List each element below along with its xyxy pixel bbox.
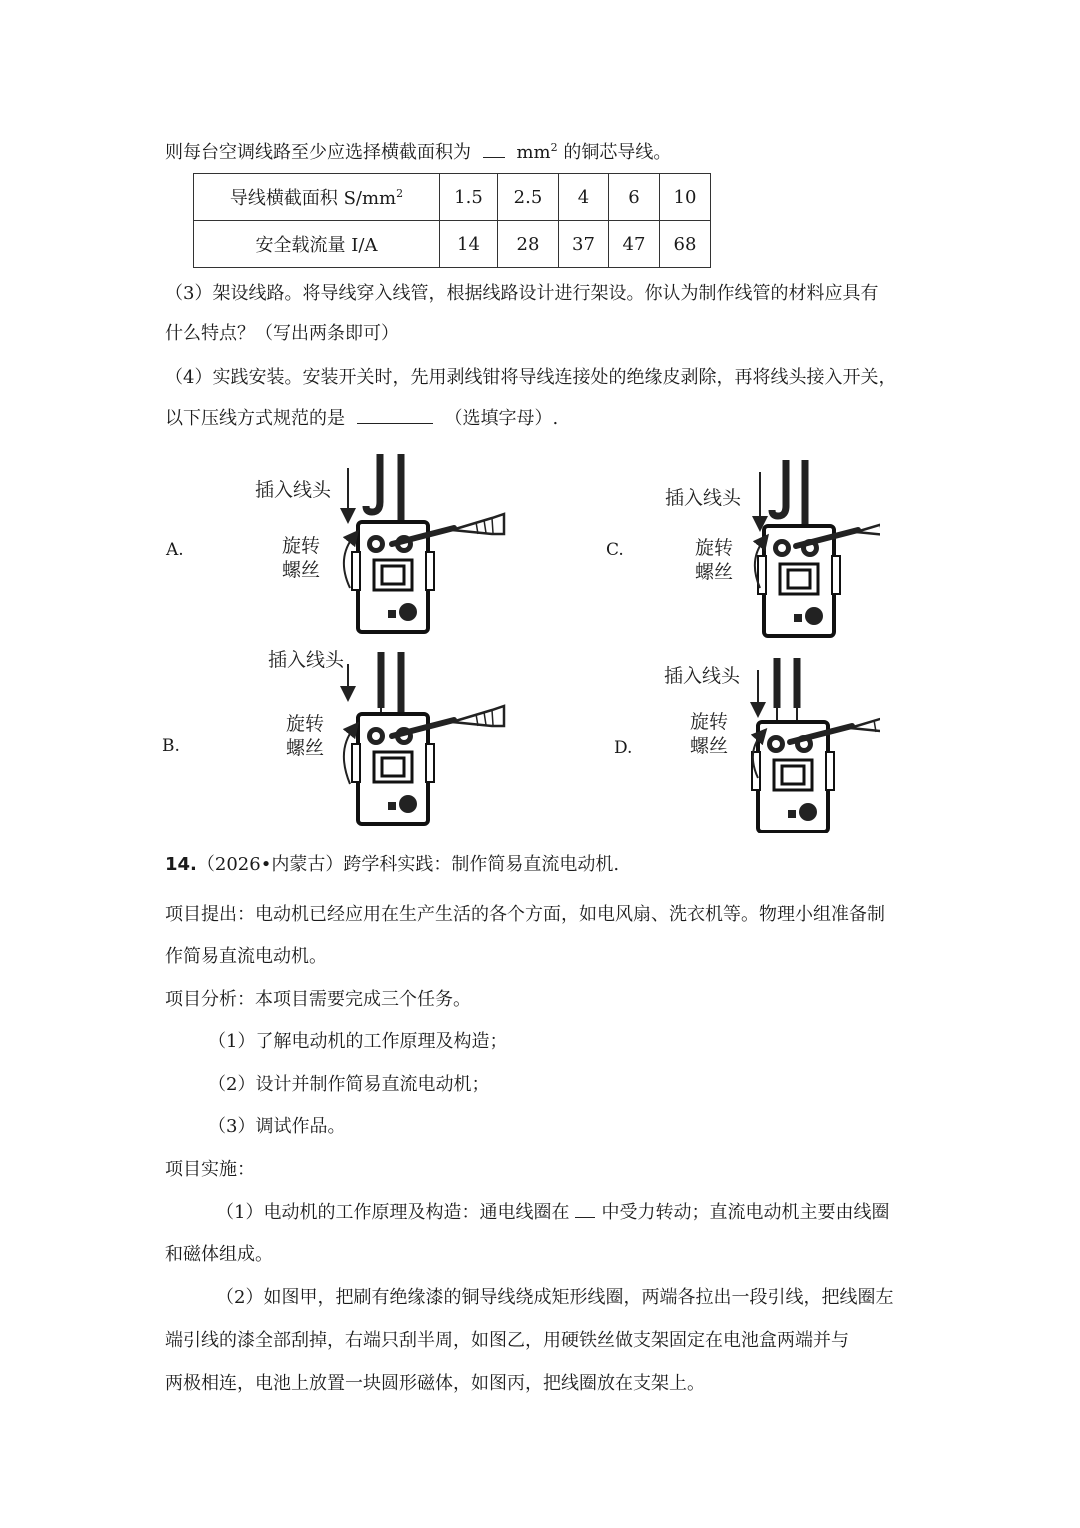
table-cell: 2.5 xyxy=(498,174,559,221)
figure-illustration xyxy=(160,448,880,833)
rotate-label-c-2: 螺丝 xyxy=(695,561,734,583)
table-cell: 28 xyxy=(498,221,559,268)
answer-blank-field[interactable] xyxy=(575,1217,595,1218)
table-cell: 14 xyxy=(440,221,498,268)
q14-implementation: 项目实施： xyxy=(165,1159,255,1180)
rotate-label-a-1: 旋转 xyxy=(282,535,321,557)
q14-proposal-1: 项目提出：电动机已经应用在生产生活的各个方面，如电风扇、洗衣机等。物理小组准备制 xyxy=(165,904,885,925)
option-c-illustration xyxy=(755,460,880,636)
option-d-label: D. xyxy=(614,738,633,758)
q14-header: （2026•内蒙古）跨学科实践：制作简易直流电动机. xyxy=(196,854,620,875)
table-header-cell xyxy=(194,174,440,221)
q14-header-line xyxy=(165,853,619,877)
q14-step2-line2: 端引线的漆全部刮掉，右端只刮半周，如图乙，用硬铁丝做支架固定在电池盒两端并与 xyxy=(165,1330,849,1351)
q4-line1: （4）实践安装。安装开关时，先用剥线钳将导线连接处的绝缘皮剥除，再将线头接入开关， xyxy=(165,367,897,388)
intro-unit-sup: 2 xyxy=(550,141,558,154)
q14-step2-line3: 两极相连，电池上放置一块圆形磁体，如图丙，把线圈放在支架上。 xyxy=(165,1373,705,1394)
table-cell: 1.5 xyxy=(440,174,498,221)
step1-prefix: （1）电动机的工作原理及构造：通电线圈在 xyxy=(216,1202,570,1223)
table-cell: 10 xyxy=(660,174,711,221)
q14-step1-line1 xyxy=(216,1201,889,1225)
option-c-label: C. xyxy=(606,540,624,560)
q4-suffix: （选填字母）. xyxy=(444,408,559,429)
insert-label-d: 插入线头 xyxy=(664,665,741,687)
q14-step1-line2: 和磁体组成。 xyxy=(165,1244,273,1265)
intro-line xyxy=(165,141,671,165)
rotate-label-c-1: 旋转 xyxy=(695,537,734,559)
option-b-label: B. xyxy=(162,736,180,756)
q14-task-1: （1）了解电动机的工作原理及构造； xyxy=(208,1031,508,1052)
q4-prefix: 以下压线方式规范的是 xyxy=(165,408,345,429)
q14-proposal-2: 作简易直流电动机。 xyxy=(165,946,327,967)
rotate-label-a-2: 螺丝 xyxy=(282,559,321,581)
option-d-illustration xyxy=(752,658,880,832)
option-a-illustration xyxy=(344,454,504,632)
table-cell: 6 xyxy=(609,174,660,221)
q3-line2: 什么特点？（写出两条即可） xyxy=(165,323,399,344)
insert-label-c: 插入线头 xyxy=(665,487,742,509)
table-cell: 4 xyxy=(559,174,609,221)
answer-blank-area[interactable] xyxy=(483,157,505,158)
q3-line1: （3）架设线路。将导线穿入线管，根据线路设计进行架设。你认为制作线管的材料应具有 xyxy=(165,283,879,304)
table-row xyxy=(194,174,711,221)
row1-sup: 2 xyxy=(396,187,404,200)
insert-label-a: 插入线头 xyxy=(255,479,332,501)
wire-table xyxy=(193,173,711,268)
table-row xyxy=(194,221,711,268)
table-cell: 68 xyxy=(660,221,711,268)
q14-task-3: （3）调试作品。 xyxy=(208,1116,346,1137)
option-a-label: A. xyxy=(166,540,184,560)
intro-suffix: 的铜芯导线。 xyxy=(563,142,672,163)
switch-wiring-figure xyxy=(160,448,880,833)
answer-blank-choice[interactable] xyxy=(357,423,433,424)
q4-line2 xyxy=(165,407,558,431)
q14-task-2: （2）设计并制作简易直流电动机； xyxy=(208,1074,490,1095)
q14-analysis: 项目分析：本项目需要完成三个任务。 xyxy=(165,989,471,1010)
intro-unit: mm xyxy=(516,142,551,163)
rotate-label-b-2: 螺丝 xyxy=(286,737,325,759)
rotate-label-b-1: 旋转 xyxy=(286,713,325,735)
intro-prefix: 则每台空调线路至少应选择横截面积为 xyxy=(165,142,471,163)
rotate-label-d-1: 旋转 xyxy=(690,711,729,733)
table-cell: 47 xyxy=(609,221,660,268)
step1-suffix: 中受力转动；直流电动机主要由线圈 xyxy=(601,1202,890,1223)
row1-label: 导线横截面积 S/mm xyxy=(229,188,397,209)
table-cell: 37 xyxy=(559,221,609,268)
rotate-label-d-2: 螺丝 xyxy=(690,735,729,757)
row2-label: 安全载流量 I/A xyxy=(194,221,440,268)
insert-label-b: 插入线头 xyxy=(268,649,345,671)
q14-step2-line1: （2）如图甲，把刷有绝缘漆的铜导线绕成矩形线圈，两端各拉出一段引线，把线圈左 xyxy=(216,1287,894,1308)
question-number: 14. xyxy=(165,854,197,875)
option-b-illustration xyxy=(344,652,504,824)
